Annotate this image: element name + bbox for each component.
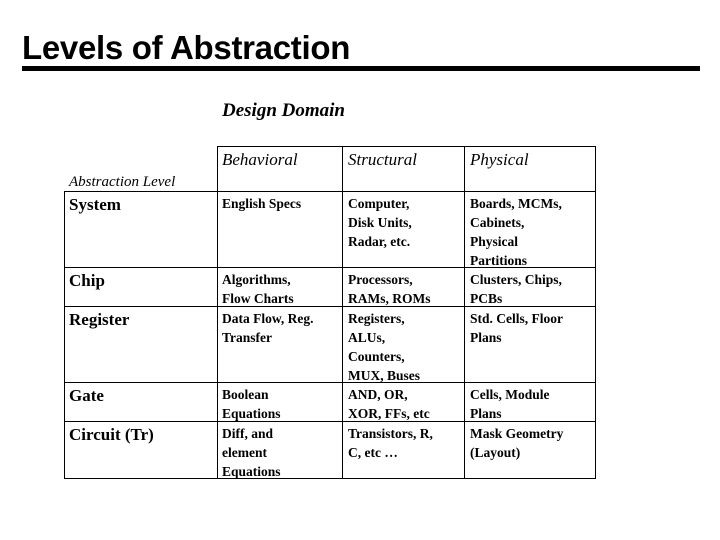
- design-domain-heading: Design Domain: [222, 100, 345, 121]
- table-cell: Transistors, R, C, etc …: [348, 426, 433, 460]
- table-cell: Clusters, Chips, PCBs: [470, 272, 562, 306]
- row-label-register: Register: [69, 310, 130, 329]
- table-cell: AND, OR, XOR, FFs, etc: [348, 387, 430, 421]
- table-cell: Diff, and element Equations: [222, 426, 281, 479]
- title-underline: [22, 66, 700, 71]
- row-label-circuit: Circuit (Tr): [69, 425, 154, 444]
- table-cell: English Specs: [222, 196, 302, 211]
- table-cell: Cells, Module Plans: [470, 387, 550, 421]
- table-line: [464, 146, 465, 479]
- table-line: [217, 146, 218, 479]
- table-cell: Computer, Disk Units, Radar, etc.: [348, 196, 412, 249]
- table-line: [64, 191, 65, 479]
- row-label-system: System: [69, 195, 121, 214]
- table-cell: Boards, MCMs, Cabinets, Physical Partitions: [470, 196, 562, 268]
- table-cell: Mask Geometry (Layout): [470, 426, 564, 460]
- table-cell: Processors, RAMs, ROMs: [348, 272, 431, 306]
- table-cell: Data Flow, Reg. Transfer: [222, 311, 314, 345]
- abstraction-level-label: Abstraction Level: [69, 174, 176, 190]
- row-label-gate: Gate: [69, 386, 104, 405]
- table-line: [64, 382, 595, 383]
- table-cell: Std. Cells, Floor Plans: [470, 311, 563, 345]
- column-header-structural: Structural: [348, 150, 417, 169]
- table-line: [342, 146, 343, 479]
- row-label-chip: Chip: [69, 271, 105, 290]
- slide-title: Levels of Abstraction: [22, 29, 351, 66]
- column-header-behavioral: Behavioral: [222, 150, 298, 169]
- table-line: [64, 191, 595, 192]
- table-cell: Algorithms, Flow Charts: [222, 272, 294, 306]
- table-line: [217, 146, 595, 147]
- table-cell: Registers, ALUs, Counters, MUX, Buses: [348, 311, 421, 383]
- column-header-physical: Physical: [470, 150, 529, 169]
- table-cell: Boolean Equations: [222, 387, 281, 421]
- table-line: [595, 146, 596, 479]
